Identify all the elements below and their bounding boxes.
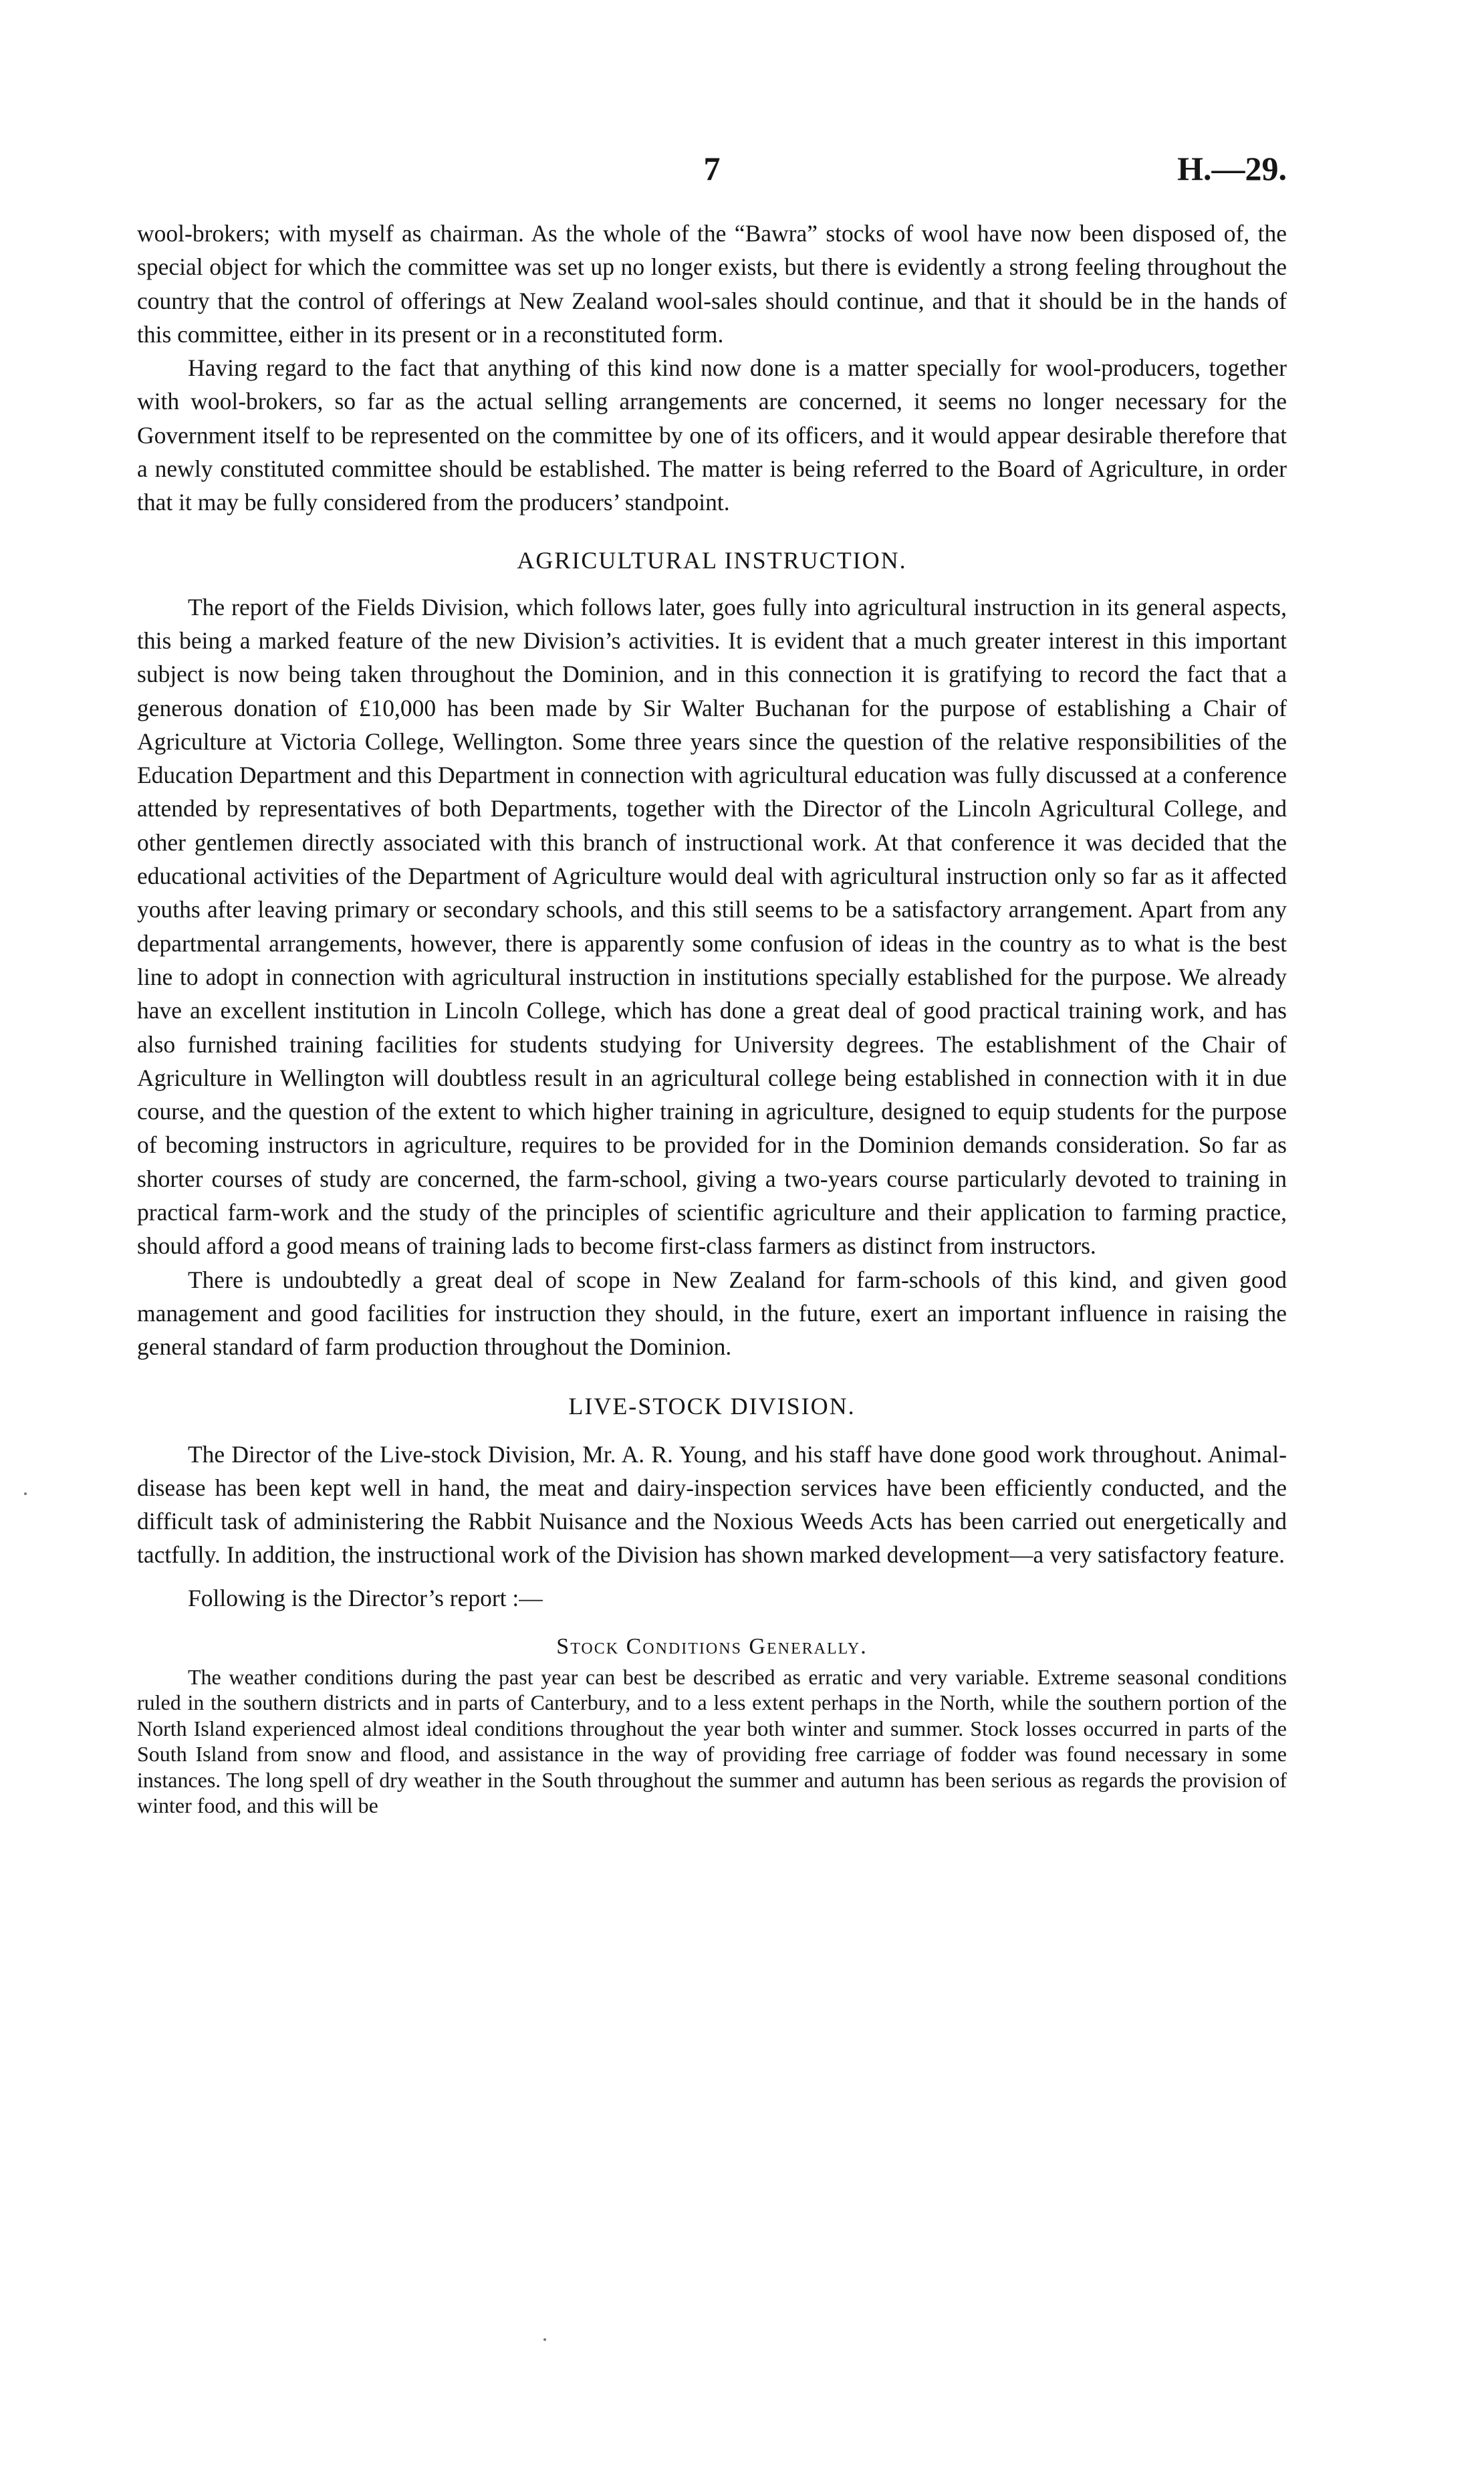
heading-agricultural-instruction: AGRICULTURAL INSTRUCTION. (517, 546, 907, 574)
paragraph-producers: Having regard to the fact that anything of this kind now done is a matter specially for wool-producers, together with wool-brokers, so far as the actual selling arrangements are concerned, it seems no longer necessary for the Government itself to be represented on the committee by one of its officers, and it would appear desirable therefore that a newly constituted committee should be established. The matter is being referred to the Board of Agriculture, in order that it may be fully considered from the producers’ standpoint. (137, 354, 1287, 516)
paragraph-livestock: The Director of the Live-stock Division, Mr. A. R. Young, and his staff have done good work throughout. Animal-disease has been kept well in hand, the meat and dairy-inspection services have been efficiently conducted, and the difficult task of administering the Rabbit Nuisance and the Noxious Weeds Acts has been carried out energetically and tactfully. In addition, the instructional work of the Division has shown marked development—a very satisfactory feature. (137, 1440, 1287, 1569)
paragraph-following: Following is the Director’s report :— (188, 1584, 543, 1611)
scan-speck-bottom (543, 2338, 546, 2341)
heading-stock-conditions: Stock Conditions Generally. (556, 1633, 868, 1659)
page-header (137, 148, 1287, 189)
paragraph-farm-schools: There is undoubtedly a great deal of scope in New Zealand for farm-schools of this kind, and given good management and good facilities for instruction they should, in the future, exert an important influence in raising the general standard of farm production throughout the Dominion. (137, 1266, 1287, 1361)
body-text (137, 217, 1287, 1818)
document-reference: H.—29. (1177, 150, 1287, 187)
paragraph-wool-committee: wool-brokers; with myself as chairman. As the whole of the “Bawra” stocks of wool have now been disposed of, the special object for which the committee was set up no longer exists, but there is evidently a strong feeling throughout the country that the control of offerings at New Zealand wool-sales should continue, and that it should be in the hands of this committee, either in its present or in a reconstituted form. (137, 220, 1287, 348)
paragraph-stock-conditions: The weather conditions during the past year can best be described as erratic and very variable. Extreme seasonal conditions ruled in the southern districts and in parts of Canterbury, and to a less extent perhaps in the North, while the southern portion of the North Island experienced almost ideal conditions throughout the year both winter and summer. Stock losses occurred in parts of the South Island from snow and flood, and assistance in the way of providing free carriage of fodder was found necessary in some instances. The long spell of dry weather in the South throughout the summer and autumn has been serious as regards the provision of winter food, and this will be (137, 1664, 1287, 1818)
scan-speck-left (24, 1492, 27, 1495)
page-number: 7 (703, 150, 721, 187)
paragraph-agricultural-instruction: The report of the Fields Division, which follows later, goes fully into agricultural instruction in its general aspects, this being a marked feature of the new Division’s activities. It is evident that a much greater interest in this important subject is now being taken throughout the Dominion, and in this connection it is gratifying to record the fact that a generous donation of £10,000 has been made by Sir Walter Buchanan for the purpose of establishing a Chair of Agriculture at Victoria College, Wellington. Some three years since the question of the relative responsibilities of the Education Department and this Department in connection with agricultural education was fully discussed at a conference attended by representatives of both Departments, together with the Director of the Lincoln Agricultural College, and other gentlemen directly associated with this branch of instructional work. At that conference it was decided that the educational activities of the Department of Agriculture would deal with agricultural instruction only so far as it affected youths after leaving primary or secondary schools, and this still seems to be a satisfactory arrangement. Apart from any departmental arrangements, however, there is apparently some confusion of ideas in the country as to what is the best line to adopt in connection with agricultural instruction in institutions specially established for the purpose. We already have an excellent institution in Lincoln College, which has done a great deal of good practical training work, and has also furnished training facilities for students studying for University degrees. The establishment of the Chair of Agriculture in Wellington will doubtless result in an agricultural college being established in connection with it in due course, and the question of the extent to which higher training in agriculture, designed to equip students for the purpose of becoming instructors in agriculture, requires to be provided for in the Dominion demands consideration. So far as shorter courses of study are concerned, the farm-school, giving a two-years course particularly devoted to training in practical farm-work and the study of the principles of scientific agriculture and their application to farming practice, should afford a good means of training lads to become first-class farmers as distinct from instructors. (137, 593, 1287, 1260)
heading-livestock-division: LIVE-STOCK DIVISION. (568, 1392, 856, 1420)
